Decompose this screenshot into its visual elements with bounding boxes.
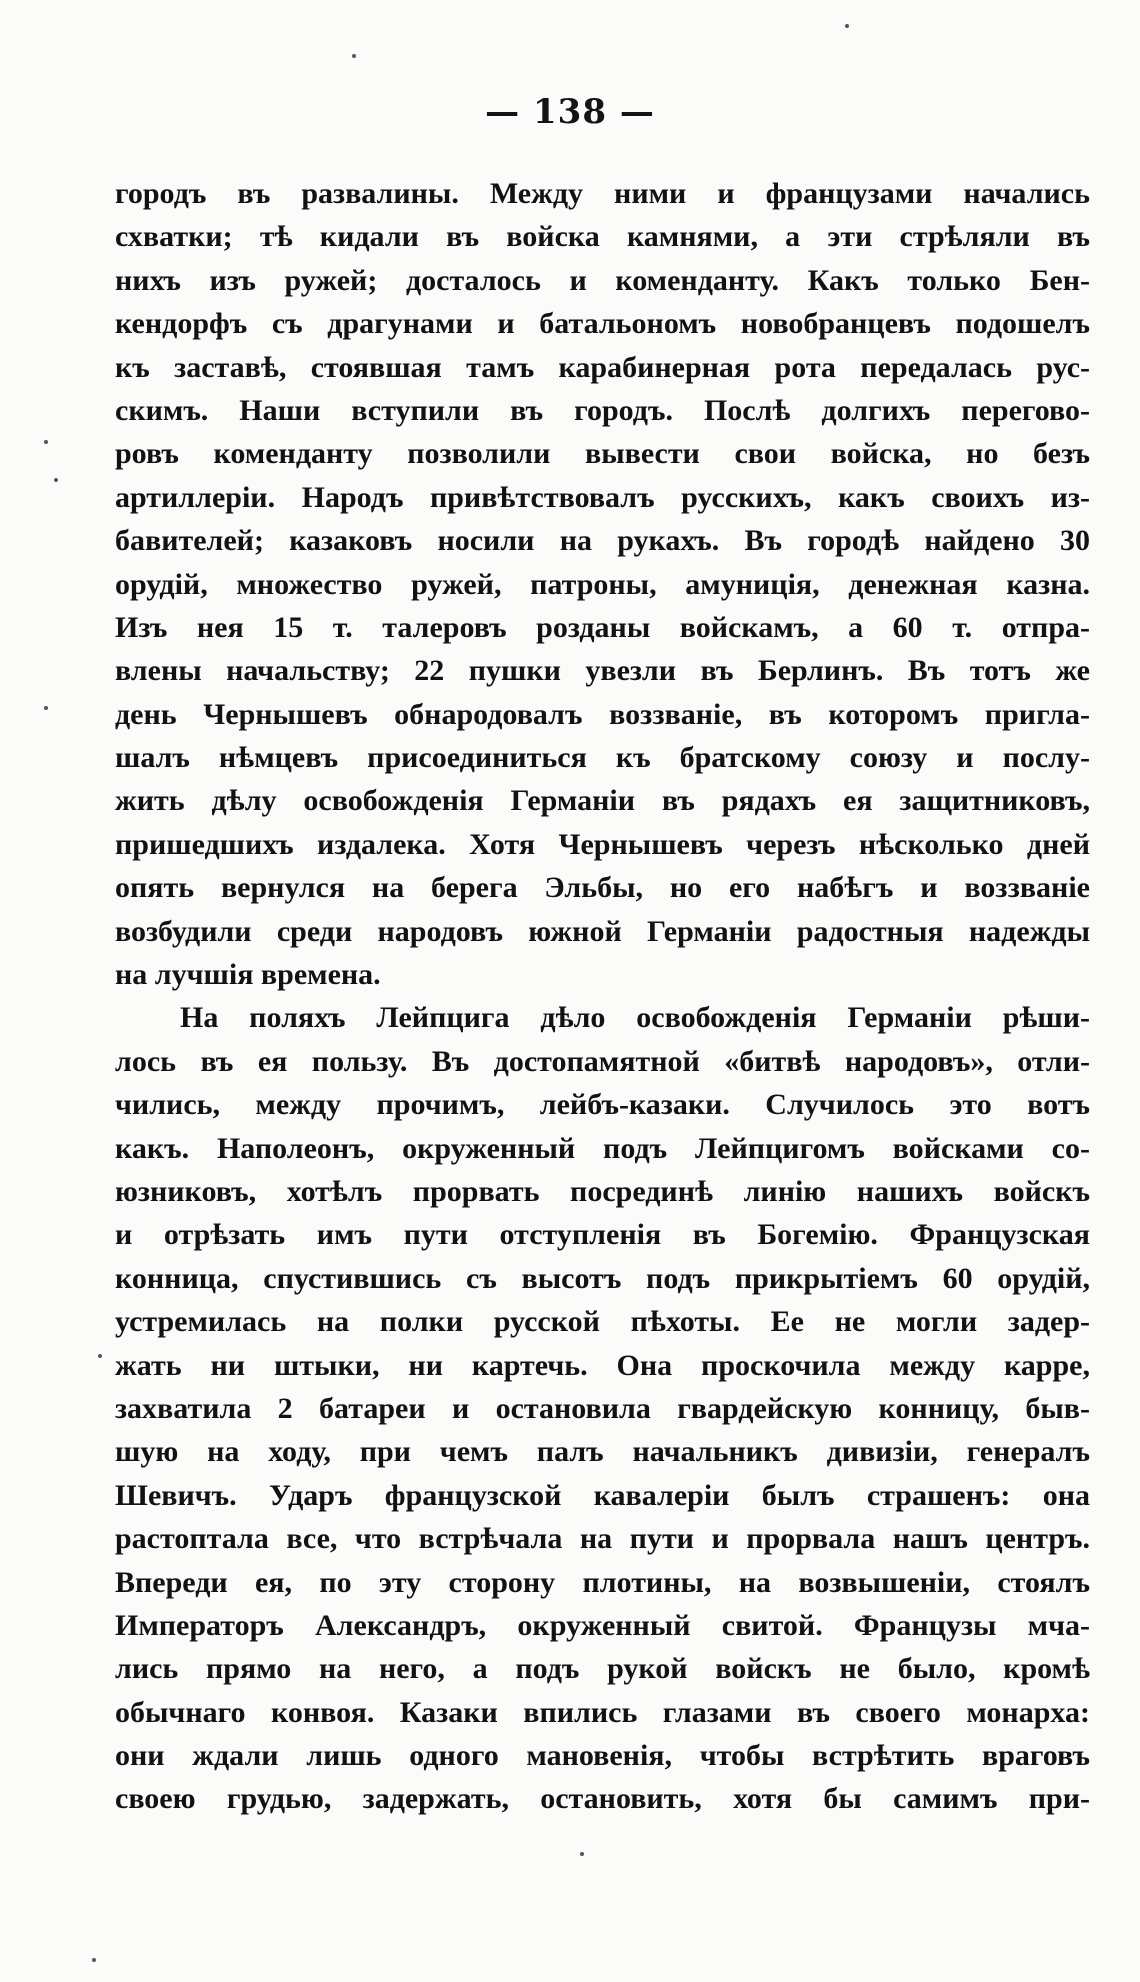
text-line: какъ. Наполеонъ, окруженный подъ Лейпцигомъ войсками со- — [115, 1131, 1090, 1165]
scan-speck — [580, 1852, 584, 1856]
text-line: орудій, множество ружей, патроны, амуниція, денежная казна. — [115, 567, 1090, 601]
page-body — [115, 172, 1090, 1821]
scan-speck — [845, 24, 849, 28]
text-line: обычнаго конвоя. Казаки впились глазами въ своего монарха: — [115, 1695, 1090, 1729]
scan-speck — [352, 54, 356, 58]
text-line: чились, между прочимъ, лейбъ-казаки. Случилось это вотъ — [115, 1088, 1090, 1122]
text-line: Впереди ея, по эту сторону плотины, на возвышеніи, стоялъ — [115, 1565, 1090, 1599]
text-line: скимъ. Наши вступили въ городъ. Послѣ долгихъ перегово- — [115, 393, 1090, 427]
scan-speck — [54, 478, 58, 482]
text-line: опять вернулся на берега Эльбы, но его набѣгъ и воззваніе — [115, 871, 1090, 905]
text-line: захватила 2 батареи и остановила гвардейскую конницу, быв- — [115, 1391, 1090, 1425]
scan-speck — [44, 706, 48, 710]
text-line: влены начальству; 22 пушки увезли въ Берлинъ. Въ тотъ же — [115, 654, 1090, 688]
text-line: шую на ходу, при чемъ палъ начальникъ дивизіи, генералъ — [115, 1435, 1090, 1469]
text-line: жать ни штыки, ни картечь. Она проскочила между карре, — [115, 1348, 1090, 1382]
text-line: схватки; тѣ кидали въ войска камнями, а эти стрѣляли въ — [115, 220, 1090, 254]
text-line: лись прямо на него, а подъ рукой войскъ не было, кромѣ — [115, 1652, 1090, 1686]
text-line: нихъ изъ ружей; досталось и коменданту. Какъ только Бен- — [115, 263, 1090, 297]
scan-speck — [98, 1354, 102, 1358]
text-line: Шевичъ. Ударъ французской кавалеріи былъ страшенъ: она — [115, 1478, 1090, 1512]
text-line: своею грудью, задержать, остановить, хотя бы самимъ при- — [115, 1782, 1090, 1816]
text-line: устремилась на полки русской пѣхоты. Ее не могли задер- — [115, 1305, 1090, 1339]
scan-speck — [44, 440, 48, 444]
text-line: артиллеріи. Народъ привѣтствовалъ русскихъ, какъ своихъ из- — [115, 480, 1090, 514]
text-line: жить дѣлу освобожденія Германіи въ рядахъ ея защитниковъ, — [115, 784, 1090, 818]
text-line: Императоръ Александръ, окруженный свитой. Французы мча- — [115, 1608, 1090, 1642]
text-line: городъ въ развалины. Между ними и французами начались — [115, 177, 1090, 210]
text-line: къ заставѣ, стоявшая тамъ карабинерная рота передалась рус- — [115, 350, 1090, 384]
text-line: лось въ ея пользу. Въ достопамятной «битвѣ народовъ», отли- — [115, 1044, 1090, 1078]
text-line: день Чернышевъ обнародовалъ воззваніе, въ которомъ пригла- — [115, 697, 1090, 731]
text-line: пришедшихъ издалека. Хотя Чернышевъ черезъ нѣсколько дней — [115, 827, 1090, 861]
paragraph-1 — [115, 172, 1090, 996]
text-line: возбудили среди народовъ южной Германіи радостныя надежды — [115, 914, 1090, 948]
text-line: На поляхъ Лейпцига дѣло освобожденія Германіи рѣши- — [180, 1001, 1090, 1035]
text-line: и отрѣзать имъ пути отступленія въ Богемію. Французская — [115, 1218, 1090, 1252]
text-line: растоптала все, что встрѣчала на пути и прорвала нашъ центръ. — [115, 1522, 1090, 1556]
text-line: юзниковъ, хотѣлъ прорвать посрединѣ линію нашихъ войскъ — [115, 1174, 1090, 1208]
text-line: ровъ коменданту позволили вывести свои войска, но безъ — [115, 437, 1090, 471]
text-line: шалъ нѣмцевъ присоединиться къ братскому союзу и послу- — [115, 741, 1090, 775]
text-line: Изъ нея 15 т. талеровъ розданы войскамъ, а 60 т. отпра- — [115, 610, 1090, 644]
paragraph-2 — [115, 996, 1090, 1820]
text-line: они ждали лишь одного мановенія, чтобы встрѣтить враговъ — [115, 1739, 1090, 1773]
page-number: — 138 — — [485, 92, 655, 132]
text-line: на лучшія времена. — [115, 958, 381, 992]
text-line: кендорфъ съ драгунами и батальономъ новобранцевъ подошелъ — [115, 307, 1090, 341]
text-line: конница, спустившись съ высотъ подъ прикрытіемъ 60 орудій, — [115, 1261, 1090, 1295]
text-line: бавителей; казаковъ носили на рукахъ. Въ городѣ найдено 30 — [115, 524, 1090, 558]
scan-speck — [92, 1958, 96, 1962]
